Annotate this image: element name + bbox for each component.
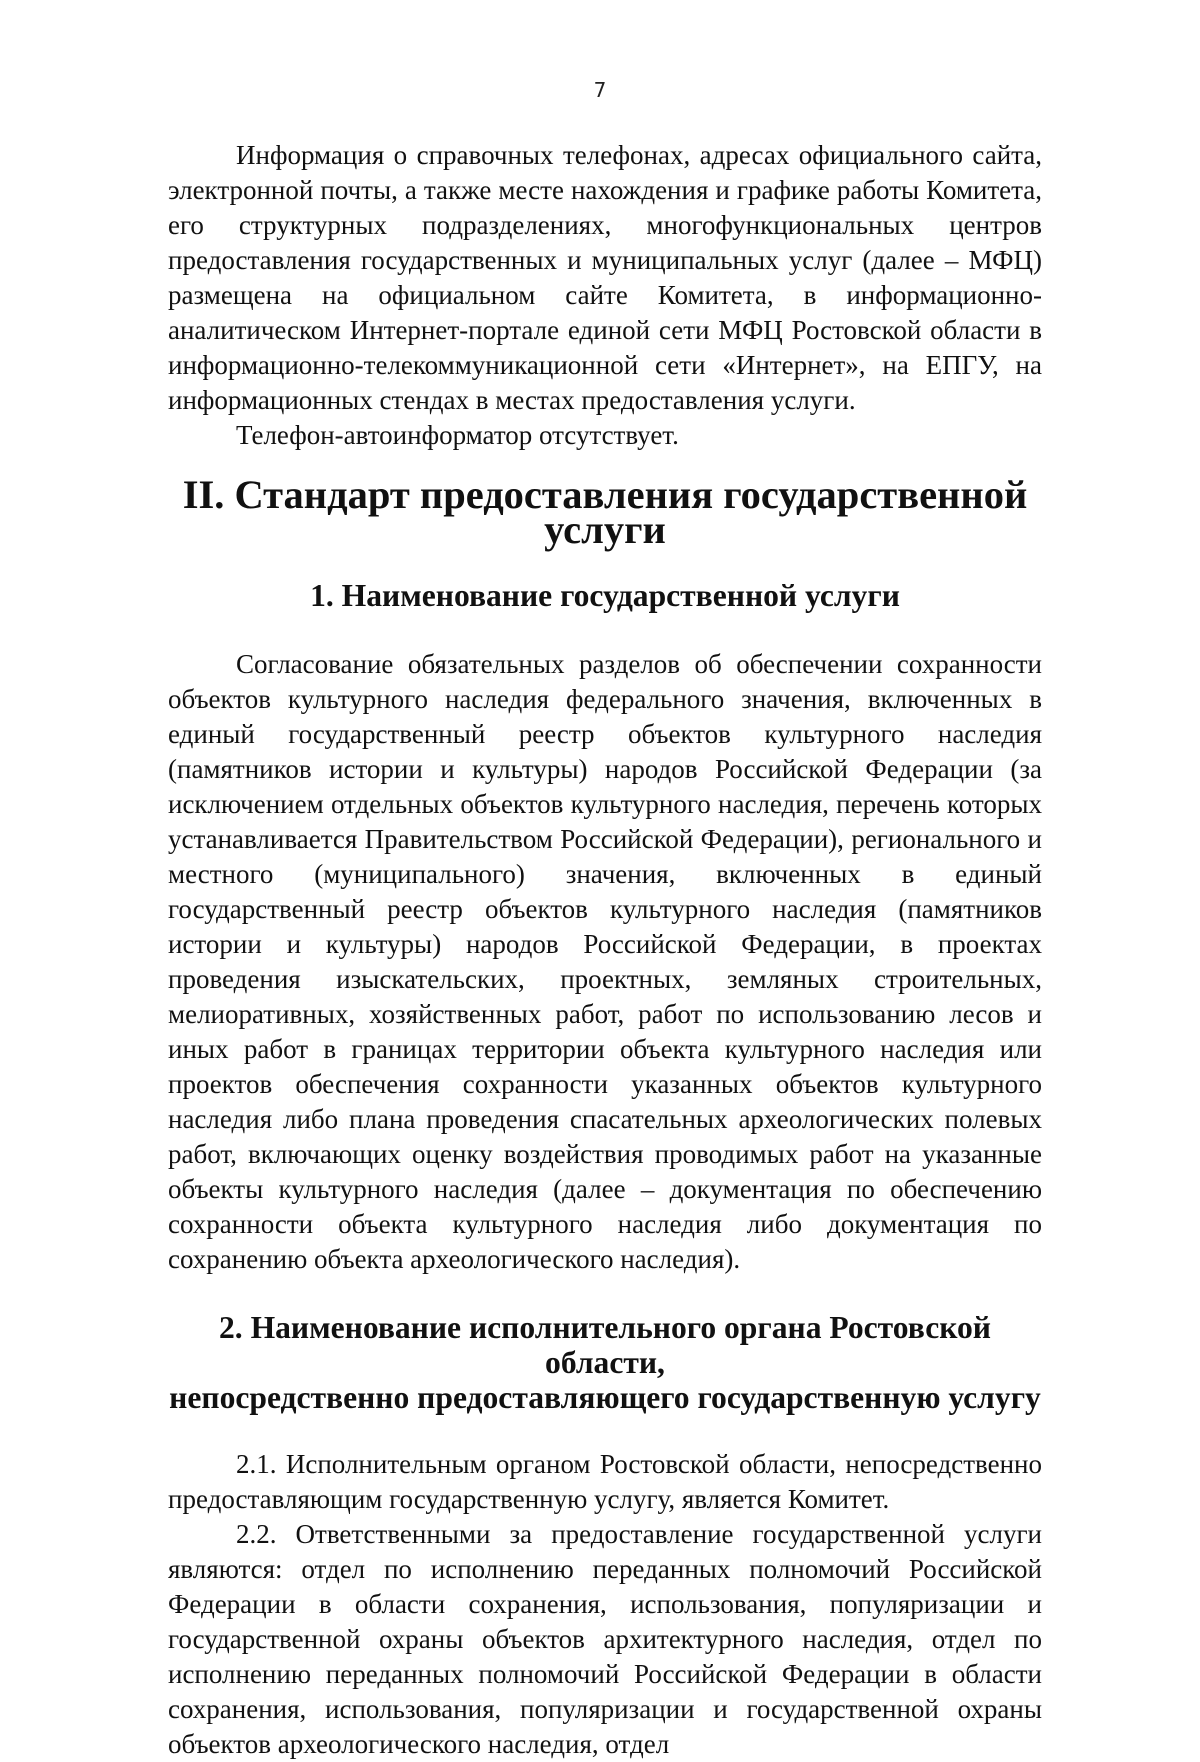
subsection-2-title [168,1310,1042,1415]
paragraph-info-contacts: Информация о справочных телефонах, адресах официального сайта, электронной почты, а также месте нахождения и графике работы Комитета, его структурных подразделениях, многофункциональных центров предоставления государственных и муниципальных услуг (далее – МФЦ) размещена на официальном сайте Комитета, в информационно-аналитическом Интернет-портале единой сети МФЦ Ростовской области в информационно-телекоммуникационной сети «Интернет», на ЕПГУ, на информационных стендах в местах предоставления услуги. [168,140,1042,415]
paragraph-autoinformer: Телефон-автоинформатор отсутствует. [236,420,679,450]
paragraph-service-name: Согласование обязательных разделов об обеспечении сохранности объектов культурного наследия федерального значения, включенных в единый государственный реестр объектов культурного наследия (памятников истории и культуры) народов Российской Федерации (за исключением отдельных объектов культурного наследия, перечень которых устанавливается Правительством Российской Федерации), регионального и местного (муниципального) значения, включенных в единый государственный реестр объектов культурного наследия (памятников истории и культуры) народов Российской Федерации, в проектах проведения изыскательских, проектных, земляных строительных, мелиоративных, хозяйственных работ, работ по использованию лесов и иных работ в границах территории объекта культурного наследия или проектов обеспечения сохранности указанных объектов культурного наследия либо плана проведения спасательных археологических полевых работ, включающих оценку воздействия проводимых работ на указанные объекты культурного наследия (далее – документация по обеспечению сохранности объекта культурного наследия либо документация по сохранению объекта археологического наследия). [168,649,1042,1274]
section-title: II. Стандарт предоставления государственной услуги [182,472,1028,552]
subsection-1-title: 1. Наименование государственной услуги [310,578,900,613]
page-number: 7 [593,78,607,102]
paragraph-2-1: 2.1. Исполнительным органом Ростовской области, непосредственно предоставляющим государственную услугу, является Комитет. [168,1449,1042,1514]
page-content [168,138,1042,1762]
paragraph-2-2: 2.2. Ответственными за предоставление государственной услуги являются: отдел по исполнению переданных полномочий Российской Федерации в области сохранения, использования, популяризации и государственной охраны объектов архитектурного наследия, отдел по исполнению переданных полномочий Российской Федерации в области сохранения, использования, популяризации и государственной охраны объектов археологического наследия, отдел [168,1519,1042,1759]
subsection-2-title-line-1: 2. Наименование исполнительного органа Ростовской области, [218,1310,991,1380]
subsection-2-title-line-2: непосредственно предоставляющего государственную услугу [169,1380,1041,1415]
